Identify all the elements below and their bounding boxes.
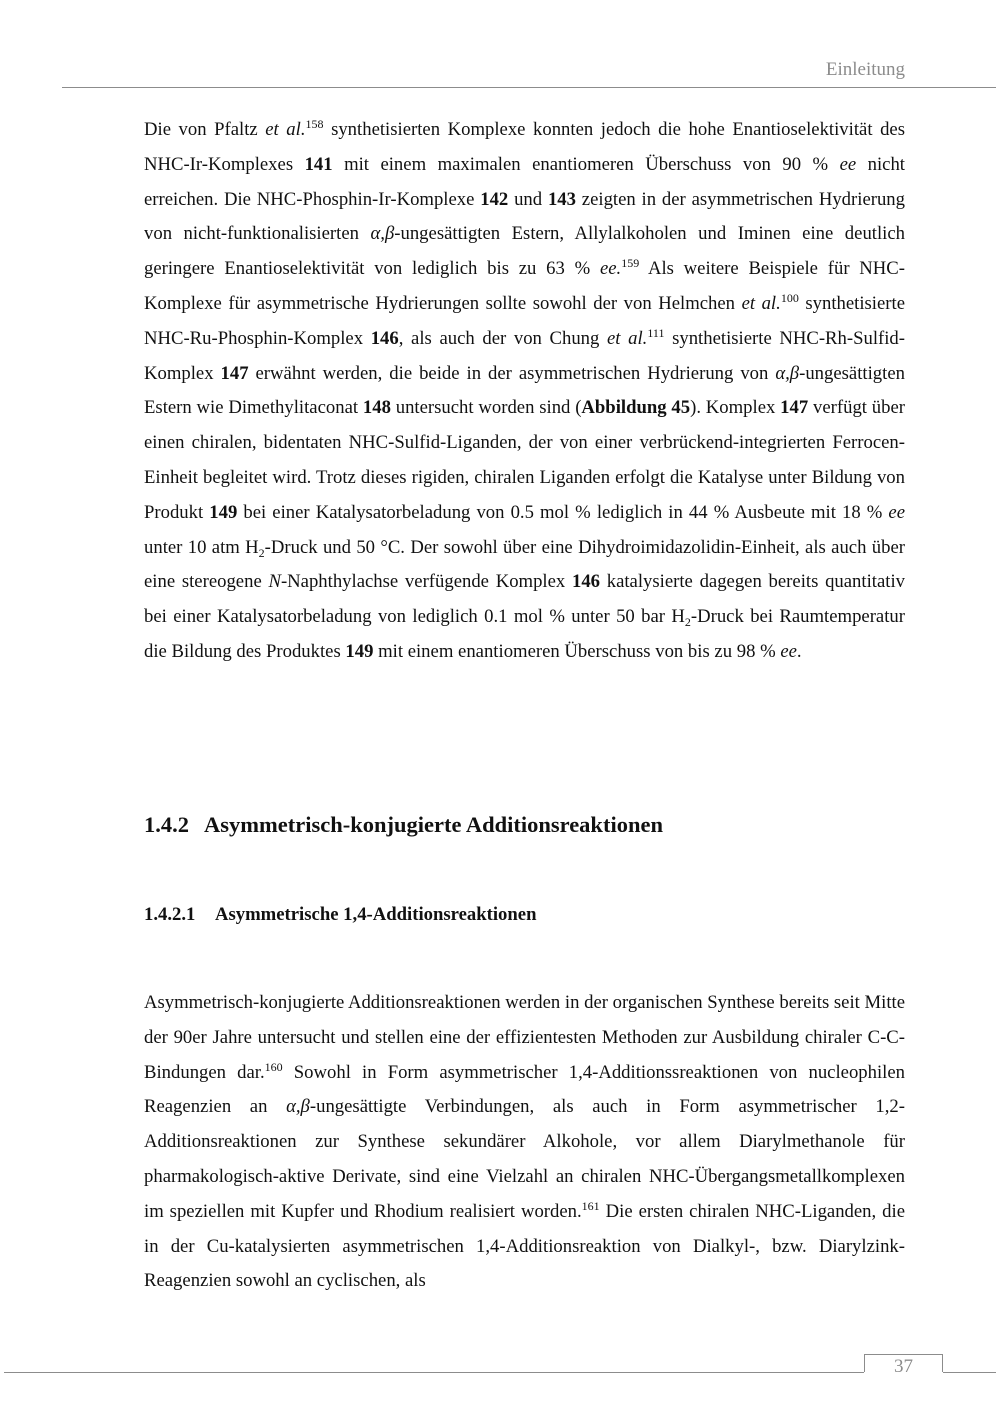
compound-number: 148	[362, 397, 391, 419]
citation: 100	[780, 290, 799, 305]
header-rule	[62, 87, 996, 88]
citation: 161	[581, 1198, 600, 1213]
footer-rule	[943, 1372, 996, 1373]
text: -Druck und 50 °C. Der sowohl über eine Dihydroimidazolidin-Einheit, als auch über eine stereogene	[144, 536, 905, 593]
text: synthetisierte NHC-Rh-Sulfid-Komplex	[144, 327, 905, 384]
paragraph-1	[144, 113, 905, 670]
italic-text: ee	[839, 153, 857, 175]
text: und	[508, 188, 548, 210]
subsection-number: 1.4.2.1	[144, 904, 196, 925]
citation: 158	[305, 117, 324, 131]
text: erwähnt werden, die beide in der asymmetrischen Hydrierung von	[248, 362, 776, 384]
page-number: 37	[894, 1356, 913, 1377]
text: , als auch der von Chung	[398, 327, 607, 349]
figure-reference: Abbildung 45	[581, 397, 691, 419]
text: -ungesättigten Estern wie Dimethylitaconat	[144, 362, 905, 419]
text: .	[796, 640, 802, 662]
text: Sowohl in Form asymmetrischer 1,4-Additionssreaktionen von nucleophilen Reagenzien an	[144, 1061, 906, 1118]
compound-number: 149	[345, 640, 374, 662]
text: Als weitere Beispiele für NHC-Komplexe für asymmetrische Hydrierungen sollte sowohl der von Helmchen	[144, 258, 905, 314]
text: -Druck bei Raumtemperatur die Bildung des Produktes	[144, 606, 905, 662]
text: -Naphthylachse verfügende Komplex	[280, 571, 572, 593]
text: synthetisierten Komplexe konnten jedoch die hohe Enantioselektivität des NHC-Ir-Komplexes	[144, 119, 905, 175]
subsection-title: Asymmetrische 1,4-Additionsreaktionen	[215, 904, 537, 925]
compound-number: 146	[370, 327, 399, 349]
text: -ungesättigten Estern, Allylalkoholen und Iminen eine deutlich geringere Enantioselektivität von lediglich bis zu 63 %	[144, 223, 905, 280]
compound-number: 147	[780, 397, 809, 419]
italic-text: ee	[888, 501, 906, 523]
compound-number: 141	[304, 153, 333, 175]
text: unter 10 atm H	[144, 536, 259, 558]
italic-text: et al.	[607, 327, 648, 349]
text: mit einem maximalen enantiomeren Überschuss von 90 %	[332, 153, 840, 175]
text: bei einer Katalysatorbeladung von 0.5 mol % lediglich in 44 % Ausbeute mit 18 %	[237, 501, 889, 523]
compound-number: 143	[547, 188, 576, 210]
text: Die von Pfaltz	[144, 119, 266, 140]
italic-text: ee	[780, 640, 797, 662]
italic-text: et al.	[741, 292, 781, 314]
text: mit einem enantiomeren Überschuss von bis zu 98 %	[373, 640, 781, 662]
italic-text: α,β	[370, 223, 395, 245]
subscript: 2	[684, 615, 691, 630]
section-number: 1.4.2	[144, 812, 189, 837]
citation: 159	[621, 256, 640, 271]
italic-text: α,β	[286, 1096, 310, 1118]
subscript: 2	[258, 545, 265, 560]
paragraph-2	[144, 986, 905, 1299]
compound-number: 149	[209, 501, 238, 523]
text: synthetisierte NHC-Ru-Phosphin-Komplex	[144, 292, 905, 349]
compound-number: 146	[571, 571, 600, 593]
text: katalysierte dagegen bereits quantitativ bei einer Katalysatorbeladung von lediglich 0.1 mol % unter 50 bar H	[144, 571, 905, 628]
citation: 160	[264, 1059, 283, 1074]
citation: 111	[647, 325, 665, 340]
compound-number: 142	[480, 188, 509, 210]
text: zeigten in der asymmetrischen Hydrierung von nicht-funktionalisierten	[144, 188, 905, 245]
italic-text: N	[268, 571, 281, 593]
text: Die ersten chiralen NHC-Liganden, die in der Cu-katalysierten asymmetrischen 1,4-Additionsreaktion von Dialkyl-, bzw. Diarylzink-Reagenzien sowohl an cyclischen, als	[144, 1200, 905, 1292]
text: -ungesättigte Verbindungen, als auch in Form asymmetrischer 1,2-Additionsreaktionen zur Synthese sekundärer Alkohole, vor allem Diarylmethanole für pharmakologisch-aktive Derivate, sind eine Vielzahl an chiralen NHC-Übergangsmetallkomplexen im speziellen mit Kupfer und Rhodium realisiert worden.	[144, 1096, 905, 1222]
text: verfügt über einen chiralen, bidentaten NHC-Sulfid-Liganden, der von einer verbrückend-integrierten Ferrocen-Einheit begleitet wird. Trotz dieses rigiden, chiralen Liganden erfolgt die Katalyse unter Bildung von Produkt	[144, 397, 905, 523]
italic-text: et al.	[265, 119, 306, 140]
compound-number: 147	[220, 362, 249, 384]
subsection-heading	[144, 904, 536, 926]
text: untersucht worden sind (	[390, 397, 582, 419]
footer-rule	[4, 1372, 864, 1373]
header-title: Einleitung	[825, 59, 905, 80]
section-title: Asymmetrisch-konjugierte Additionsreaktionen	[204, 812, 663, 837]
text: nicht erreichen. Die NHC-Phosphin-Ir-Komplexe	[144, 153, 905, 210]
italic-text: α,β	[775, 362, 800, 384]
italic-text: ee.	[599, 258, 622, 280]
section-heading	[144, 812, 663, 838]
text: Asymmetrisch-konjugierte Additionsreaktionen werden in der organischen Synthese bereits seit Mitte der 90er Jahre untersucht und stellen eine der effizientesten Methoden zur Ausbildung chiraler C-C-Bindungen dar.	[144, 992, 905, 1083]
text: ). Komplex	[690, 397, 781, 419]
